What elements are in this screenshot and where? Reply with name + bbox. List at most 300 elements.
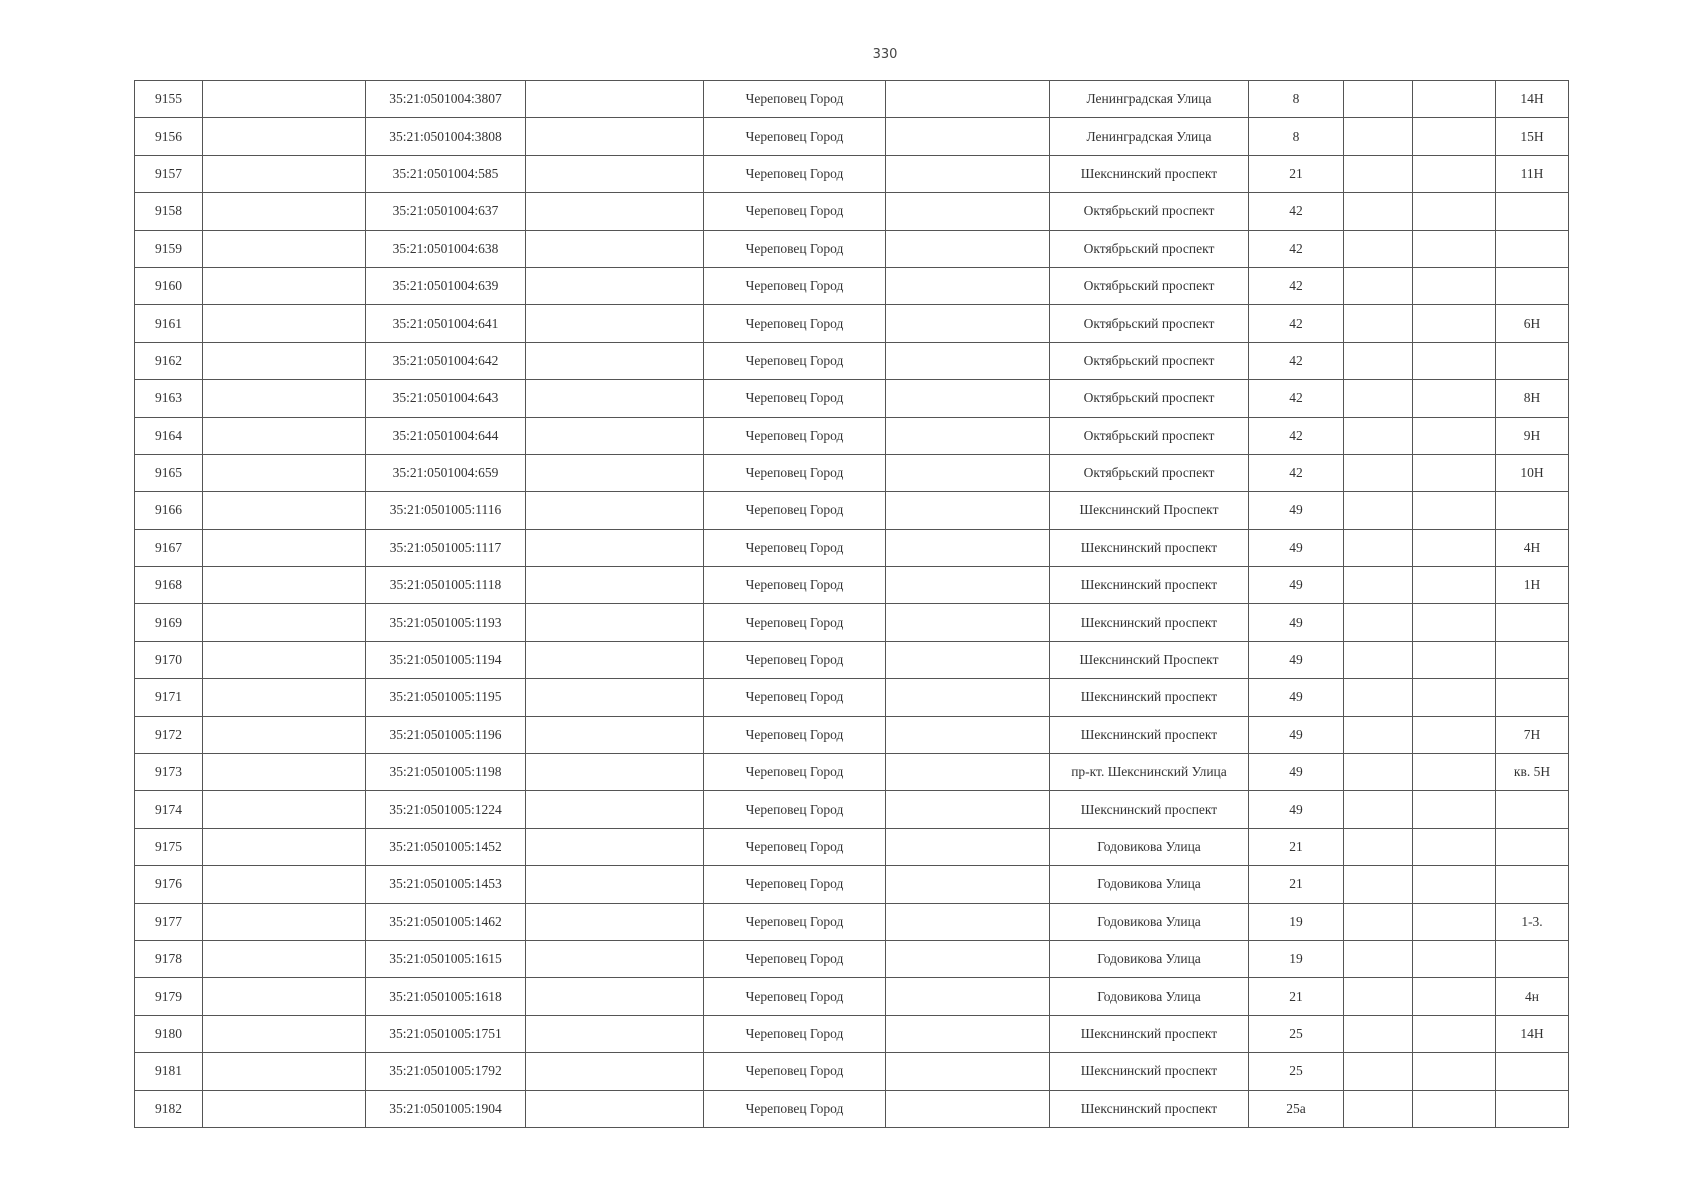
cell-blank-4-cell (526, 267, 704, 304)
row-number-cell: 9171 (135, 679, 203, 716)
street-cell: Ленинградская Улица (1050, 81, 1249, 118)
row-number-cell: 9167 (135, 529, 203, 566)
cell-blank-6-cell (886, 791, 1050, 828)
cadastral-number-cell: 35:21:0501004:637 (366, 193, 526, 230)
row-number-cell: 9178 (135, 940, 203, 977)
cell-blank-4-cell (526, 1053, 704, 1090)
cell-blank-9-cell (1344, 641, 1413, 678)
cell-blank-10-cell (1413, 604, 1496, 641)
row-number-cell: 9172 (135, 716, 203, 753)
house-number-cell: 19 (1249, 940, 1344, 977)
premises-number-cell (1496, 679, 1569, 716)
cell-blank-10-cell (1413, 305, 1496, 342)
table-row (135, 230, 1569, 267)
city-cell: Череповец Город (704, 754, 886, 791)
table-row (135, 716, 1569, 753)
cell-blank-2-cell (203, 1015, 366, 1052)
cell-blank-6-cell (886, 978, 1050, 1015)
cell-blank-4-cell (526, 567, 704, 604)
street-cell: Шекснинский проспект (1050, 1015, 1249, 1052)
cell-blank-4-cell (526, 342, 704, 379)
cell-blank-10-cell (1413, 230, 1496, 267)
cadastral-number-cell: 35:21:0501004:3807 (366, 81, 526, 118)
table-row (135, 492, 1569, 529)
table-body (135, 81, 1569, 1128)
row-number-cell: 9180 (135, 1015, 203, 1052)
property-registry-table (134, 80, 1569, 1128)
cell-blank-10-cell (1413, 193, 1496, 230)
cell-blank-2-cell (203, 828, 366, 865)
row-number-cell: 9157 (135, 155, 203, 192)
row-number-cell: 9170 (135, 641, 203, 678)
cell-blank-10-cell (1413, 454, 1496, 491)
row-number-cell: 9163 (135, 380, 203, 417)
cell-blank-9-cell (1344, 828, 1413, 865)
cell-blank-2-cell (203, 230, 366, 267)
city-cell: Череповец Город (704, 342, 886, 379)
city-cell: Череповец Город (704, 193, 886, 230)
city-cell: Череповец Город (704, 1053, 886, 1090)
cell-blank-2-cell (203, 193, 366, 230)
city-cell: Череповец Город (704, 230, 886, 267)
cell-blank-9-cell (1344, 1053, 1413, 1090)
street-cell: Шекснинский проспект (1050, 1090, 1249, 1127)
street-cell: Шекснинский проспект (1050, 155, 1249, 192)
row-number-cell: 9173 (135, 754, 203, 791)
house-number-cell: 49 (1249, 604, 1344, 641)
row-number-cell: 9168 (135, 567, 203, 604)
cell-blank-6-cell (886, 342, 1050, 379)
cell-blank-4-cell (526, 866, 704, 903)
street-cell: Ленинградская Улица (1050, 118, 1249, 155)
premises-number-cell: 15Н (1496, 118, 1569, 155)
premises-number-cell (1496, 791, 1569, 828)
cadastral-number-cell: 35:21:0501005:1224 (366, 791, 526, 828)
cadastral-number-cell: 35:21:0501005:1618 (366, 978, 526, 1015)
cell-blank-2-cell (203, 1053, 366, 1090)
page-number: 330 (872, 47, 898, 62)
cell-blank-9-cell (1344, 903, 1413, 940)
row-number-cell: 9164 (135, 417, 203, 454)
cell-blank-6-cell (886, 492, 1050, 529)
table-row (135, 454, 1569, 491)
cell-blank-9-cell (1344, 1015, 1413, 1052)
cell-blank-9-cell (1344, 1090, 1413, 1127)
street-cell: Шекснинский проспект (1050, 791, 1249, 828)
cadastral-number-cell: 35:21:0501005:1193 (366, 604, 526, 641)
premises-number-cell: 11Н (1496, 155, 1569, 192)
cell-blank-6-cell (886, 940, 1050, 977)
cadastral-number-cell: 35:21:0501005:1904 (366, 1090, 526, 1127)
cell-blank-2-cell (203, 342, 366, 379)
cell-blank-4-cell (526, 155, 704, 192)
table-row (135, 305, 1569, 342)
cell-blank-6-cell (886, 305, 1050, 342)
premises-number-cell: 8Н (1496, 380, 1569, 417)
row-number-cell: 9182 (135, 1090, 203, 1127)
cadastral-number-cell: 35:21:0501004:659 (366, 454, 526, 491)
cell-blank-6-cell (886, 828, 1050, 865)
premises-number-cell (1496, 267, 1569, 304)
cell-blank-2-cell (203, 305, 366, 342)
row-number-cell: 9156 (135, 118, 203, 155)
house-number-cell: 21 (1249, 155, 1344, 192)
cell-blank-4-cell (526, 305, 704, 342)
street-cell: Годовикова Улица (1050, 866, 1249, 903)
street-cell: Октябрьский проспект (1050, 305, 1249, 342)
street-cell: Шекснинский проспект (1050, 567, 1249, 604)
cell-blank-6-cell (886, 754, 1050, 791)
cell-blank-10-cell (1413, 978, 1496, 1015)
row-number-cell: 9181 (135, 1053, 203, 1090)
house-number-cell: 25 (1249, 1015, 1344, 1052)
street-cell: Октябрьский проспект (1050, 267, 1249, 304)
cadastral-number-cell: 35:21:0501005:1195 (366, 679, 526, 716)
city-cell: Череповец Город (704, 1015, 886, 1052)
row-number-cell: 9174 (135, 791, 203, 828)
cadastral-number-cell: 35:21:0501004:639 (366, 267, 526, 304)
house-number-cell: 49 (1249, 716, 1344, 753)
city-cell: Череповец Город (704, 791, 886, 828)
cadastral-number-cell: 35:21:0501005:1615 (366, 940, 526, 977)
cadastral-number-cell: 35:21:0501004:3808 (366, 118, 526, 155)
cell-blank-6-cell (886, 1015, 1050, 1052)
cell-blank-9-cell (1344, 417, 1413, 454)
street-cell: пр-кт. Шекснинский Улица (1050, 754, 1249, 791)
street-cell: Годовикова Улица (1050, 978, 1249, 1015)
house-number-cell: 42 (1249, 305, 1344, 342)
cell-blank-2-cell (203, 417, 366, 454)
row-number-cell: 9176 (135, 866, 203, 903)
street-cell: Шекснинский проспект (1050, 716, 1249, 753)
cell-blank-10-cell (1413, 567, 1496, 604)
cell-blank-6-cell (886, 604, 1050, 641)
house-number-cell: 42 (1249, 193, 1344, 230)
cell-blank-2-cell (203, 791, 366, 828)
premises-number-cell: 1Н (1496, 567, 1569, 604)
cadastral-number-cell: 35:21:0501005:1116 (366, 492, 526, 529)
house-number-cell: 8 (1249, 118, 1344, 155)
cell-blank-10-cell (1413, 828, 1496, 865)
house-number-cell: 42 (1249, 267, 1344, 304)
cell-blank-10-cell (1413, 679, 1496, 716)
cell-blank-10-cell (1413, 417, 1496, 454)
cell-blank-9-cell (1344, 492, 1413, 529)
cell-blank-4-cell (526, 641, 704, 678)
cell-blank-9-cell (1344, 380, 1413, 417)
cell-blank-6-cell (886, 118, 1050, 155)
cell-blank-2-cell (203, 529, 366, 566)
cell-blank-9-cell (1344, 866, 1413, 903)
cell-blank-4-cell (526, 716, 704, 753)
cell-blank-2-cell (203, 155, 366, 192)
premises-number-cell: 7Н (1496, 716, 1569, 753)
cell-blank-9-cell (1344, 604, 1413, 641)
cadastral-number-cell: 35:21:0501004:642 (366, 342, 526, 379)
street-cell: Октябрьский проспект (1050, 193, 1249, 230)
row-number-cell: 9179 (135, 978, 203, 1015)
cell-blank-10-cell (1413, 903, 1496, 940)
cell-blank-10-cell (1413, 866, 1496, 903)
cell-blank-10-cell (1413, 380, 1496, 417)
cell-blank-10-cell (1413, 118, 1496, 155)
city-cell: Череповец Город (704, 417, 886, 454)
cell-blank-2-cell (203, 1090, 366, 1127)
cell-blank-6-cell (886, 641, 1050, 678)
cell-blank-6-cell (886, 903, 1050, 940)
table-row (135, 81, 1569, 118)
city-cell: Череповец Город (704, 641, 886, 678)
city-cell: Череповец Город (704, 903, 886, 940)
premises-number-cell (1496, 866, 1569, 903)
cell-blank-10-cell (1413, 791, 1496, 828)
table-row (135, 567, 1569, 604)
house-number-cell: 42 (1249, 380, 1344, 417)
cadastral-number-cell: 35:21:0501004:643 (366, 380, 526, 417)
premises-number-cell: 9Н (1496, 417, 1569, 454)
cell-blank-9-cell (1344, 454, 1413, 491)
house-number-cell: 49 (1249, 791, 1344, 828)
cell-blank-4-cell (526, 529, 704, 566)
house-number-cell: 42 (1249, 417, 1344, 454)
cell-blank-10-cell (1413, 81, 1496, 118)
house-number-cell: 21 (1249, 828, 1344, 865)
cell-blank-4-cell (526, 193, 704, 230)
cell-blank-6-cell (886, 454, 1050, 491)
city-cell: Череповец Город (704, 267, 886, 304)
cadastral-number-cell: 35:21:0501005:1198 (366, 754, 526, 791)
cell-blank-6-cell (886, 155, 1050, 192)
cell-blank-2-cell (203, 267, 366, 304)
cell-blank-10-cell (1413, 342, 1496, 379)
row-number-cell: 9158 (135, 193, 203, 230)
cadastral-number-cell: 35:21:0501004:644 (366, 417, 526, 454)
cell-blank-2-cell (203, 641, 366, 678)
city-cell: Череповец Город (704, 305, 886, 342)
table-row (135, 903, 1569, 940)
cell-blank-2-cell (203, 380, 366, 417)
cell-blank-4-cell (526, 492, 704, 529)
cadastral-number-cell: 35:21:0501004:641 (366, 305, 526, 342)
cell-blank-9-cell (1344, 81, 1413, 118)
premises-number-cell (1496, 193, 1569, 230)
cadastral-number-cell: 35:21:0501004:638 (366, 230, 526, 267)
cell-blank-2-cell (203, 604, 366, 641)
cell-blank-4-cell (526, 454, 704, 491)
cell-blank-4-cell (526, 791, 704, 828)
table-row (135, 1053, 1569, 1090)
cell-blank-9-cell (1344, 567, 1413, 604)
cell-blank-4-cell (526, 754, 704, 791)
cell-blank-4-cell (526, 81, 704, 118)
cell-blank-10-cell (1413, 155, 1496, 192)
cell-blank-9-cell (1344, 342, 1413, 379)
premises-number-cell (1496, 342, 1569, 379)
street-cell: Шекснинский проспект (1050, 529, 1249, 566)
table-row (135, 155, 1569, 192)
street-cell: Шекснинский Проспект (1050, 641, 1249, 678)
row-number-cell: 9155 (135, 81, 203, 118)
cell-blank-2-cell (203, 679, 366, 716)
cell-blank-9-cell (1344, 679, 1413, 716)
table-row (135, 118, 1569, 155)
street-cell: Шекснинский проспект (1050, 604, 1249, 641)
cell-blank-10-cell (1413, 267, 1496, 304)
house-number-cell: 19 (1249, 903, 1344, 940)
table-row (135, 978, 1569, 1015)
cadastral-number-cell: 35:21:0501004:585 (366, 155, 526, 192)
premises-number-cell: 4н (1496, 978, 1569, 1015)
row-number-cell: 9159 (135, 230, 203, 267)
row-number-cell: 9166 (135, 492, 203, 529)
table-row (135, 342, 1569, 379)
cell-blank-4-cell (526, 118, 704, 155)
cell-blank-6-cell (886, 866, 1050, 903)
city-cell: Череповец Город (704, 529, 886, 566)
table-row (135, 641, 1569, 678)
premises-number-cell: 10Н (1496, 454, 1569, 491)
city-cell: Череповец Город (704, 81, 886, 118)
premises-number-cell (1496, 641, 1569, 678)
cell-blank-6-cell (886, 567, 1050, 604)
cell-blank-6-cell (886, 81, 1050, 118)
cell-blank-10-cell (1413, 641, 1496, 678)
house-number-cell: 8 (1249, 81, 1344, 118)
cadastral-number-cell: 35:21:0501005:1792 (366, 1053, 526, 1090)
premises-number-cell: 6Н (1496, 305, 1569, 342)
table-row (135, 380, 1569, 417)
cell-blank-6-cell (886, 193, 1050, 230)
street-cell: Октябрьский проспект (1050, 230, 1249, 267)
cell-blank-4-cell (526, 230, 704, 267)
cell-blank-10-cell (1413, 529, 1496, 566)
city-cell: Череповец Город (704, 828, 886, 865)
cell-blank-4-cell (526, 679, 704, 716)
cell-blank-4-cell (526, 1015, 704, 1052)
table-row (135, 679, 1569, 716)
cell-blank-4-cell (526, 940, 704, 977)
house-number-cell: 42 (1249, 230, 1344, 267)
cell-blank-9-cell (1344, 155, 1413, 192)
house-number-cell: 49 (1249, 492, 1344, 529)
premises-number-cell (1496, 828, 1569, 865)
cell-blank-2-cell (203, 716, 366, 753)
cell-blank-10-cell (1413, 940, 1496, 977)
premises-number-cell (1496, 604, 1569, 641)
cell-blank-10-cell (1413, 492, 1496, 529)
cell-blank-4-cell (526, 903, 704, 940)
premises-number-cell: 1-3. (1496, 903, 1569, 940)
premises-number-cell (1496, 230, 1569, 267)
cell-blank-9-cell (1344, 118, 1413, 155)
row-number-cell: 9161 (135, 305, 203, 342)
cell-blank-6-cell (886, 380, 1050, 417)
table-row (135, 193, 1569, 230)
table-row (135, 754, 1569, 791)
street-cell: Октябрьский проспект (1050, 417, 1249, 454)
cell-blank-9-cell (1344, 267, 1413, 304)
cell-blank-2-cell (203, 567, 366, 604)
street-cell: Годовикова Улица (1050, 903, 1249, 940)
cell-blank-4-cell (526, 1090, 704, 1127)
table-row (135, 604, 1569, 641)
street-cell: Годовикова Улица (1050, 940, 1249, 977)
cadastral-number-cell: 35:21:0501005:1453 (366, 866, 526, 903)
cell-blank-10-cell (1413, 1090, 1496, 1127)
cell-blank-9-cell (1344, 754, 1413, 791)
cell-blank-6-cell (886, 1053, 1050, 1090)
house-number-cell: 49 (1249, 529, 1344, 566)
cadastral-number-cell: 35:21:0501005:1118 (366, 567, 526, 604)
cell-blank-6-cell (886, 417, 1050, 454)
table-row (135, 791, 1569, 828)
house-number-cell: 49 (1249, 567, 1344, 604)
street-cell: Шекснинский проспект (1050, 1053, 1249, 1090)
city-cell: Череповец Город (704, 679, 886, 716)
city-cell: Череповец Город (704, 567, 886, 604)
cell-blank-4-cell (526, 604, 704, 641)
city-cell: Череповец Город (704, 866, 886, 903)
house-number-cell: 21 (1249, 978, 1344, 1015)
house-number-cell: 42 (1249, 454, 1344, 491)
table-row (135, 1015, 1569, 1052)
cell-blank-2-cell (203, 492, 366, 529)
cell-blank-9-cell (1344, 529, 1413, 566)
house-number-cell: 21 (1249, 866, 1344, 903)
row-number-cell: 9165 (135, 454, 203, 491)
table-row (135, 529, 1569, 566)
city-cell: Череповец Город (704, 604, 886, 641)
table-row (135, 866, 1569, 903)
cell-blank-2-cell (203, 866, 366, 903)
street-cell: Октябрьский проспект (1050, 380, 1249, 417)
cell-blank-2-cell (203, 118, 366, 155)
house-number-cell: 49 (1249, 679, 1344, 716)
cell-blank-4-cell (526, 828, 704, 865)
city-cell: Череповец Город (704, 492, 886, 529)
city-cell: Череповец Город (704, 155, 886, 192)
house-number-cell: 49 (1249, 754, 1344, 791)
premises-number-cell (1496, 1053, 1569, 1090)
cell-blank-6-cell (886, 230, 1050, 267)
row-number-cell: 9162 (135, 342, 203, 379)
table-row (135, 940, 1569, 977)
cell-blank-2-cell (203, 903, 366, 940)
cell-blank-10-cell (1413, 754, 1496, 791)
cadastral-number-cell: 35:21:0501005:1194 (366, 641, 526, 678)
row-number-cell: 9177 (135, 903, 203, 940)
cadastral-number-cell: 35:21:0501005:1117 (366, 529, 526, 566)
cadastral-number-cell: 35:21:0501005:1751 (366, 1015, 526, 1052)
premises-number-cell (1496, 940, 1569, 977)
premises-number-cell: кв. 5Н (1496, 754, 1569, 791)
cell-blank-6-cell (886, 679, 1050, 716)
row-number-cell: 9175 (135, 828, 203, 865)
city-cell: Череповец Город (704, 454, 886, 491)
cell-blank-4-cell (526, 978, 704, 1015)
premises-number-cell (1496, 1090, 1569, 1127)
table-row (135, 267, 1569, 304)
cadastral-number-cell: 35:21:0501005:1196 (366, 716, 526, 753)
street-cell: Шекснинский Проспект (1050, 492, 1249, 529)
city-cell: Череповец Город (704, 940, 886, 977)
cell-blank-9-cell (1344, 193, 1413, 230)
cell-blank-9-cell (1344, 940, 1413, 977)
street-cell: Годовикова Улица (1050, 828, 1249, 865)
street-cell: Шекснинский проспект (1050, 679, 1249, 716)
cell-blank-10-cell (1413, 1053, 1496, 1090)
cell-blank-9-cell (1344, 716, 1413, 753)
